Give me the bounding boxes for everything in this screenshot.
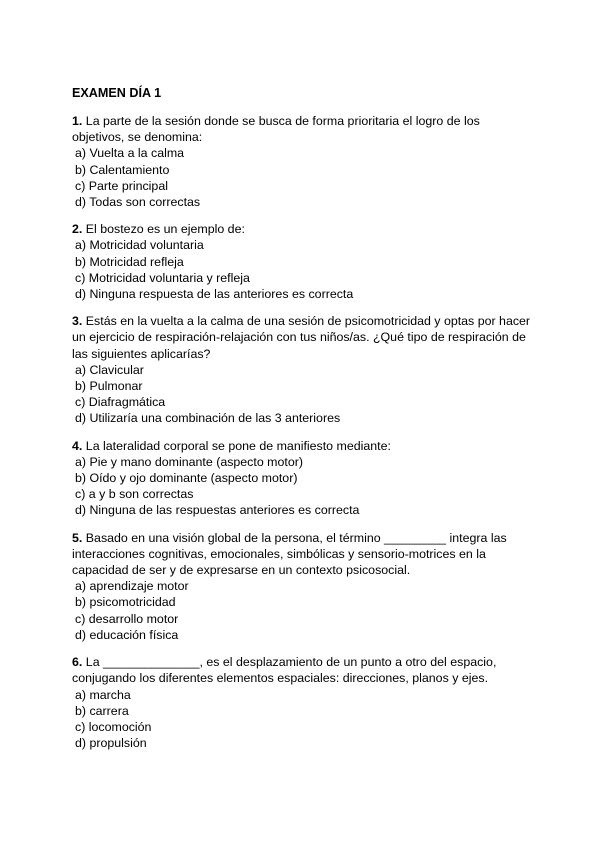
question-statement: El bostezo es un ejemplo de: — [85, 222, 245, 237]
question-statement: Basado en una visión global de la persona, el término _________ integra las interacciones cognitivas, emocionales, simbólicas y sensorio-motrices en la capacidad de ser y de expresarse en un contexto psicosocial. — [72, 530, 507, 578]
answer-option: d) Todas son correctas — [75, 195, 201, 210]
answer-options — [72, 687, 532, 752]
answer-options — [72, 454, 532, 519]
question-number: 4. — [72, 438, 83, 453]
answer-option: c) a y b son correctas — [75, 487, 194, 502]
question-text — [72, 438, 532, 454]
answer-options — [72, 362, 532, 427]
answer-option: a) marcha — [75, 687, 131, 702]
question-statement: La parte de la sesión donde se busca de forma prioritaria el logro de los objetivos, se denomina: — [72, 114, 480, 145]
answer-option: b) carrera — [75, 703, 129, 718]
answer-option: b) Calentamiento — [75, 162, 170, 177]
answer-option: d) propulsión — [75, 736, 147, 751]
question-text — [72, 530, 532, 579]
question-number: 2. — [72, 222, 83, 237]
answer-option: c) desarrollo motor — [75, 611, 179, 626]
question-number: 1. — [72, 114, 83, 128]
answer-option: b) Oído y ojo dominante (aspecto motor) — [75, 471, 298, 486]
answer-option: d) Utilizaría una combinación de las 3 anteriores — [75, 411, 341, 426]
question-text — [72, 313, 532, 362]
question-number: 6. — [72, 655, 83, 670]
question-text — [72, 113, 532, 145]
answer-option: a) Vuelta a la calma — [75, 146, 185, 161]
answer-option: c) Parte principal — [75, 178, 168, 193]
answer-option: b) Motricidad refleja — [75, 254, 184, 269]
answer-option: a) Clavicular — [75, 362, 144, 377]
answer-option: c) locomoción — [75, 719, 152, 734]
answer-options — [72, 145, 532, 210]
answer-option: d) educación física — [75, 627, 179, 642]
question-2 — [72, 221, 532, 302]
question-text — [72, 221, 532, 237]
answer-options — [72, 578, 532, 643]
question-1 — [72, 113, 532, 210]
answer-option: d) Ninguna respuesta de las anteriores es correcta — [75, 287, 354, 302]
exam-title: EXAMEN DÍA 1 — [72, 86, 162, 100]
answer-options — [72, 237, 532, 302]
answer-option: a) Pie y mano dominante (aspecto motor) — [75, 454, 303, 469]
question-list — [72, 113, 532, 762]
question-statement: La ______________, es el desplazamiento de un punto a otro del espacio, conjugando los diferentes elementos espaciales: direcciones, planos y ejes. — [72, 655, 497, 686]
question-text — [72, 654, 532, 686]
question-3 — [72, 313, 532, 426]
question-number: 3. — [72, 314, 83, 329]
question-number: 5. — [72, 530, 83, 545]
question-statement: La lateralidad corporal se pone de manifiesto mediante: — [85, 438, 391, 453]
question-4 — [72, 438, 532, 519]
answer-option: b) psicomotricidad — [75, 595, 176, 610]
question-6 — [72, 654, 532, 751]
answer-option: a) Motricidad voluntaria — [75, 238, 204, 253]
question-5 — [72, 530, 532, 643]
answer-option: c) Diafragmática — [75, 395, 166, 410]
answer-option: d) Ninguna de las respuestas anteriores es correcta — [75, 503, 360, 518]
question-statement: Estás en la vuelta a la calma de una sesión de psicomotricidad y optas por hacer un ejercicio de respiración-relajación con tus niños/as. ¿Qué tipo de respiración de las siguientes aplicarías? — [72, 314, 531, 361]
answer-option: b) Pulmonar — [75, 379, 143, 394]
answer-option: a) aprendizaje motor — [75, 579, 189, 594]
answer-option: c) Motricidad voluntaria y refleja — [75, 270, 250, 285]
